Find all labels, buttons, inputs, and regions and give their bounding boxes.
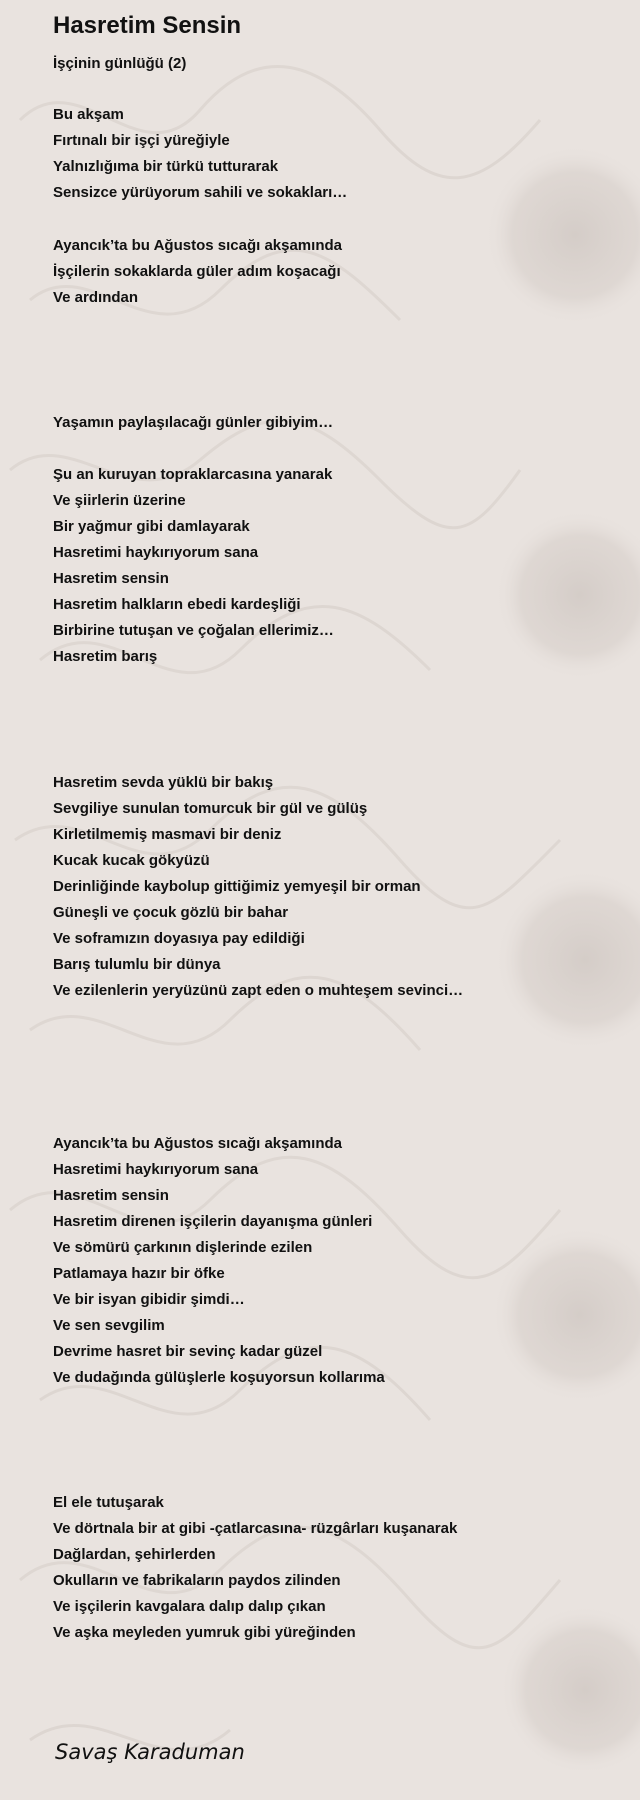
poem-line: Hasretimi haykırıyorum sana [53,1161,259,1178]
poem-title: Hasretim Sensin [53,12,242,39]
poem-line: Hasretim halkların ebedi kardeşliği [53,596,301,613]
poem-line: Hasretimi haykırıyorum sana [53,544,259,561]
poem-line: Ve bir isyan gibidir şimdi… [53,1291,245,1308]
stanza-3 [53,410,333,436]
poem-line: Ve dudağında gülüşlerle koşuyorsun kollarıma [53,1369,385,1386]
poem-line: Birbirine tutuşan ve çoğalan ellerimiz… [53,622,334,639]
stanza-2 [53,233,342,311]
poem-line: Ve dörtnala bir at gibi -çatlarcasına- rüzgârları kuşanarak [53,1520,458,1537]
poem-line: Ve sömürü çarkının dişlerinde ezilen [53,1239,313,1256]
poem-line: Bu akşam [53,106,124,123]
poem-line: Hasretim sevda yüklü bir bakış [53,774,274,791]
stanza-4 [53,462,334,670]
poem-line: Barış tulumlu bir dünya [53,956,221,973]
poem-line: Ve aşka meyleden yumruk gibi yüreğinden [53,1624,356,1641]
poem-line: Ve işçilerin kavgalara dalıp dalıp çıkan [53,1598,326,1615]
poem-line: Patlamaya hazır bir öfke [53,1265,225,1282]
poem-line: Sevgiliye sunulan tomurcuk bir gül ve gülüş [53,800,368,817]
poem-line: Hasretim sensin [53,570,169,587]
stanza-1 [53,102,347,206]
poem-line: Derinliğinde kaybolup gittiğimiz yemyeşil bir orman [53,878,421,895]
stanza-5 [53,770,463,1004]
author-name: Savaş Karaduman [55,1740,245,1764]
poem-subtitle: İşçinin günlüğü (2) [53,55,187,72]
poem-line: Hasretim sensin [53,1187,169,1204]
poem-line: Fırtınalı bir işçi yüreğiyle [53,132,230,149]
poem-line: Hasretim direnen işçilerin dayanışma günleri [53,1213,373,1230]
poem-line: El ele tutuşarak [53,1494,164,1511]
poem-line: Yaşamın paylaşılacağı günler gibiyim… [53,414,334,431]
poem-line: Devrime hasret bir sevinç kadar güzel [53,1343,323,1360]
poem-line: Ayancık’ta bu Ağustos sıcağı akşamında [53,1135,342,1152]
poem-line: Sensizce yürüyorum sahili ve sokakları… [53,184,348,201]
poem-line: Ve sen sevgilim [53,1317,165,1334]
poem-line: Okulların ve fabrikaların paydos zilinden [53,1572,341,1589]
poem-line: Ve ardından [53,289,139,306]
poem-line: Kirletilmemiş masmavi bir deniz [53,826,282,843]
poem-line: İşçilerin sokaklarda güler adım koşacağı [53,263,341,280]
poem-line: Kucak kucak gökyüzü [53,852,210,869]
poem-line: Hasretim barış [53,648,158,665]
poem-line: Güneşli ve çocuk gözlü bir bahar [53,904,289,921]
poem-line: Ve ezilenlerin yeryüzünü zapt eden o muhteşem sevinci… [53,982,464,999]
stanza-7 [53,1490,457,1646]
poem-line: Bir yağmur gibi damlayarak [53,518,250,535]
poem-line: Yalnızlığıma bir türkü tutturarak [53,158,279,175]
poem-line: Ve soframızın doyasıya pay edildiği [53,930,305,947]
poem-line: Şu an kuruyan topraklarcasına yanarak [53,466,333,483]
stanza-6 [53,1131,385,1391]
poem-line: Ayancık’ta bu Ağustos sıcağı akşamında [53,237,342,254]
poem-line: Ve şiirlerin üzerine [53,492,186,509]
poem-line: Dağlardan, şehirlerden [53,1546,216,1563]
